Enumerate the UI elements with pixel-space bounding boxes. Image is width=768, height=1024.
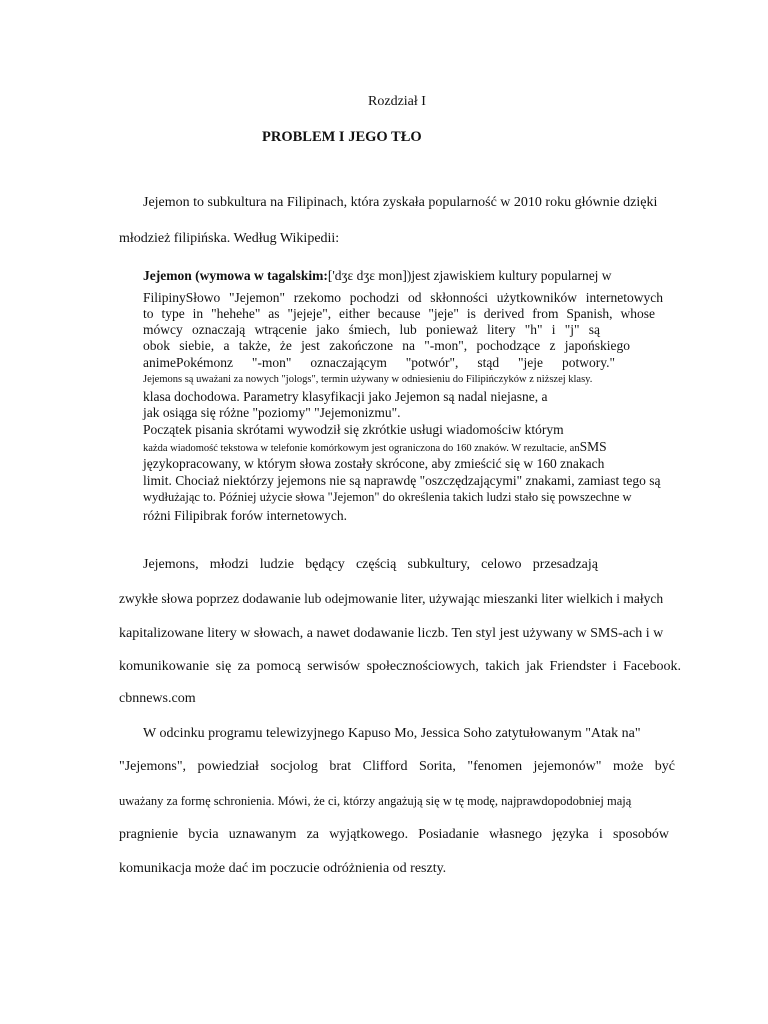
para2-line5: cbnnews.com <box>119 691 196 706</box>
quote-line12: językopracowany, w którym słowa zostały skrócone, aby zmieścić się w 160 znakach <box>143 456 605 471</box>
quote-line11 <box>143 439 607 456</box>
quote-line13: limit. Chociaż niektórzy jejemons nie są naprawdę "oszczędzającymi" znakami, zamiast tego są <box>143 473 661 488</box>
quote-line15: różni Filipibrak forów internetowych. <box>143 508 347 523</box>
quote-line11a: każda wiadomość tekstowa w telefonie komórkowym jest ograniczona do 160 znaków. W rezultacie, an <box>143 443 580 454</box>
quote-term: Jejemon (wymowa w tagalskim: <box>143 268 328 283</box>
para1-line2: młodzież filipińska. Według Wikipedii: <box>119 231 340 246</box>
quote-line1-rest: )jest zjawiskiem kultury popularnej w <box>406 268 612 283</box>
quote-line6: animePokémonz "-mon" oznaczającym "potwór", stąd "jeje potwory." <box>143 355 615 370</box>
para2-line1: Jejemons, młodzi ludzie będący częścią subkultury, celowo przesadzają <box>143 557 598 572</box>
quote-line7: Jejemons są uważani za nowych "jologs", termin używany w odniesieniu do Filipińczyków z niższej klasy. <box>143 374 593 385</box>
quote-line11b: SMS <box>579 439 607 454</box>
quote-line10: Początek pisania skrótami wywodził się zkrótkie usługi wiadomościw którym <box>143 422 564 437</box>
quote-line14: wydłużając to. Później użycie słowa "Jejemon" do określenia takich ludzi stało się powszechne w <box>143 490 632 504</box>
para3-line1: W odcinku programu telewizyjnego Kapuso Mo, Jessica Soho zatytułowanym "Atak na" <box>143 726 641 741</box>
chapter-heading: PROBLEM I JEGO TŁO <box>262 129 422 145</box>
quote-line3: to type in "hehehe" as "jejeje", either because "jeje" is derived from Spanish, whose <box>143 306 655 321</box>
chapter-label: Rozdział I <box>368 94 426 109</box>
quote-line4: mówcy oznaczają wtrącenie jako śmiech, lub ponieważ litery "h" i "j" są <box>143 322 600 337</box>
quote-line5: obok siebie, a także, że jest zakończone na "-mon", pochodzące z japońskiego <box>143 338 630 353</box>
quote-line1 <box>143 268 612 283</box>
quote-line8: klasa dochodowa. Parametry klasyfikacji jako Jejemon są nadal niejasne, a <box>143 389 548 404</box>
para2-line3: kapitalizowane litery w słowach, a nawet dodawanie liczb. Ten styl jest używany w SMS-ach i w <box>119 626 664 641</box>
para1-line1: Jejemon to subkultura na Filipinach, która zyskała popularność w 2010 roku głównie dzięki <box>143 195 658 210</box>
para3-line5: komunikacja może dać im poczucie odróżnienia od reszty. <box>119 861 447 876</box>
para2-line2: zwykłe słowa poprzez dodawanie lub odejmowanie liter, używając mieszanki liter wielkich i małych <box>119 591 664 606</box>
quote-line2: FilipinySłowo "Jejemon" rzekomo pochodzi od skłonności użytkowników internetowych <box>143 290 663 305</box>
para3-line2: "Jejemons", powiedział socjolog brat Clifford Sorita, "fenomen jejemonów" może być <box>119 759 675 774</box>
quote-ipa: ['dʒɛ dʒɛ mon] <box>327 268 407 283</box>
para3-line3: uważany za formę schronienia. Mówi, że ci, którzy angażują się w tę modę, najprawdopodobniej mają <box>119 794 632 808</box>
para3-line4: pragnienie bycia uznawanym za wyjątkowego. Posiadanie własnego języka i sposobów <box>119 827 669 842</box>
para2-line4: komunikowanie się za pomocą serwisów społecznościowych, takich jak Friendster i Facebook. <box>119 659 681 674</box>
quote-line9: jak osiąga się różne "poziomy" "Jejemonizmu". <box>143 405 401 420</box>
